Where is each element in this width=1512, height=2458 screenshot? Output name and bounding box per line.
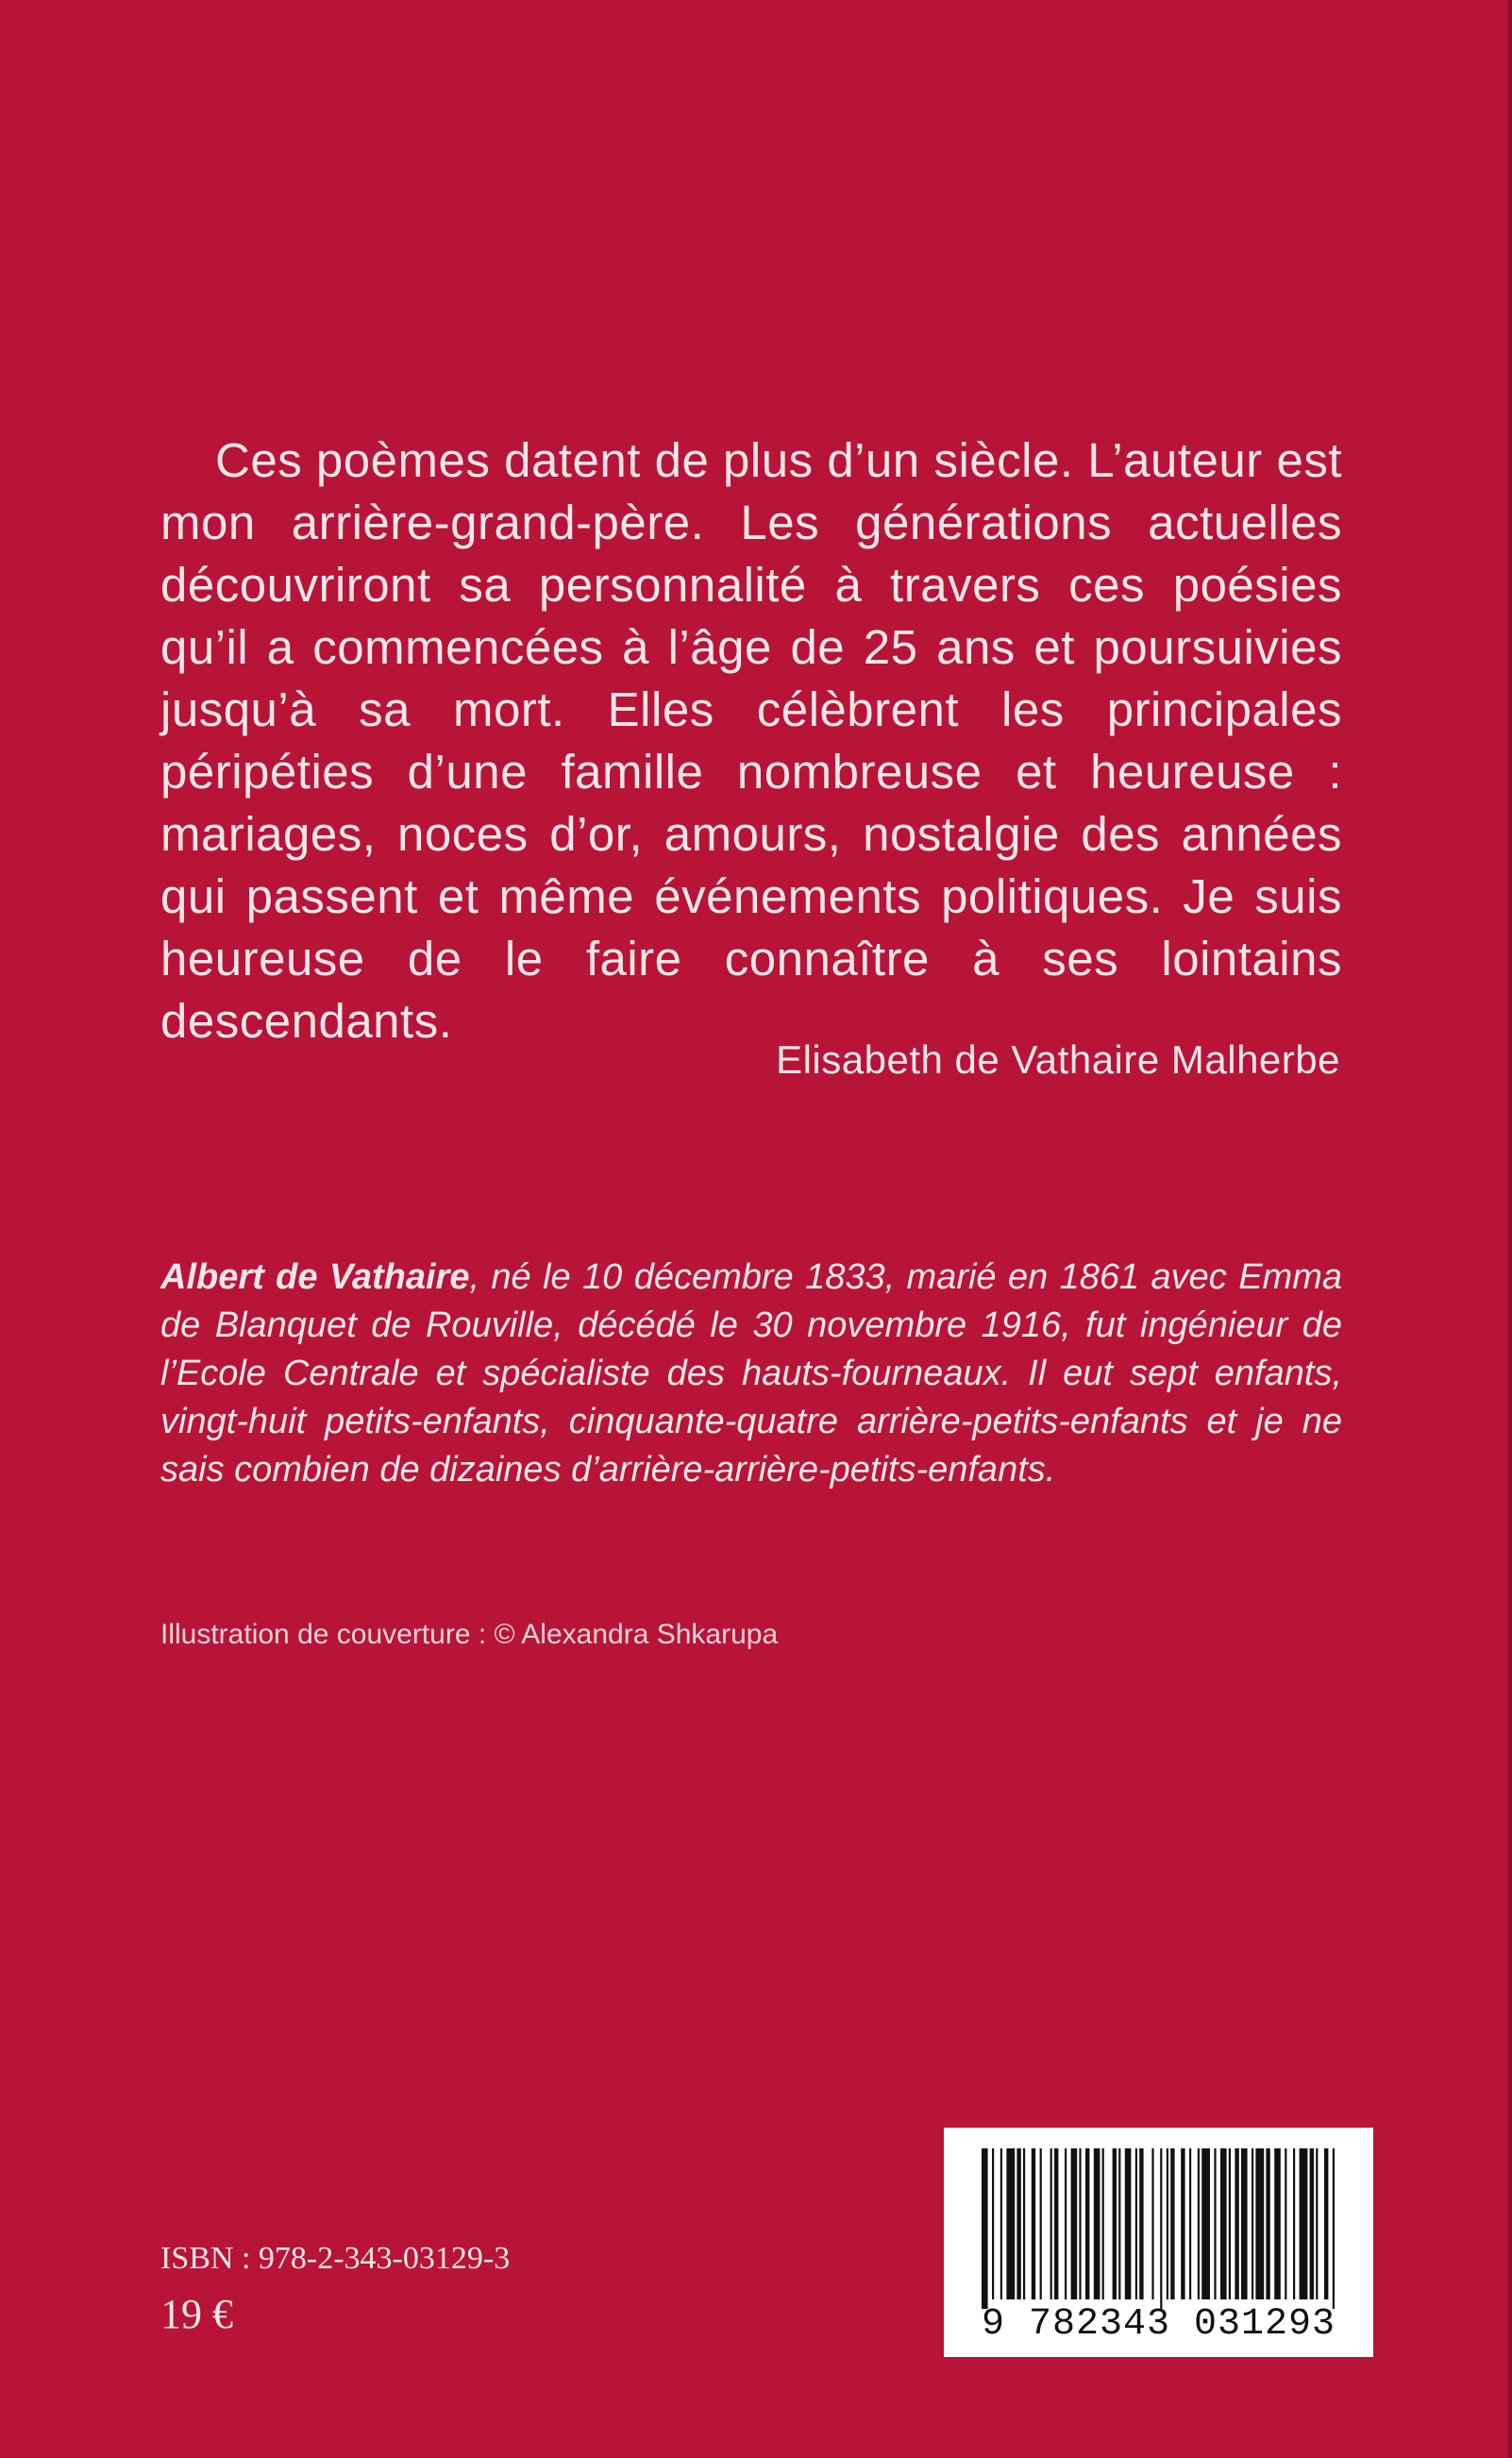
barcode-bar — [1220, 2148, 1227, 2299]
barcode-bar — [1293, 2148, 1295, 2299]
blurb-signature: Elisabeth de Vathaire Malherbe — [776, 1037, 1340, 1082]
barcode-bar — [1016, 2148, 1020, 2299]
barcode-bar — [1085, 2148, 1089, 2299]
barcode-bar — [1214, 2148, 1216, 2299]
barcode-bar — [1054, 2148, 1058, 2299]
barcode-bar — [1135, 2148, 1137, 2299]
barcode-bar — [1118, 2148, 1120, 2299]
barcode-bar — [1071, 2148, 1078, 2299]
barcode-bar — [1300, 2148, 1308, 2299]
barcode-bar — [1181, 2148, 1184, 2299]
barcode-bar — [1125, 2148, 1132, 2299]
barcode-bar — [992, 2148, 994, 2299]
barcode-bar — [1170, 2148, 1174, 2299]
barcode-bar — [1285, 2148, 1286, 2299]
barcode-bar — [1235, 2148, 1238, 2299]
barcode-bar — [1079, 2148, 1081, 2299]
barcode-bar — [1139, 2148, 1143, 2299]
price: 19 € — [160, 2291, 233, 2337]
barcode-bar — [982, 2148, 988, 2309]
barcode-bar — [1023, 2148, 1025, 2299]
barcode-bar — [1310, 2148, 1314, 2299]
barcode-bar — [1255, 2148, 1264, 2299]
barcode-number: 9 782343 031293 — [981, 2303, 1336, 2346]
barcode-bar — [1160, 2148, 1162, 2309]
barcode-bar — [1102, 2148, 1104, 2299]
barcode-bar — [1000, 2148, 1002, 2299]
barcode-bar — [1324, 2148, 1328, 2299]
barcode-bar — [1113, 2148, 1117, 2299]
barcode — [944, 2128, 1373, 2357]
barcode-bar — [1241, 2148, 1248, 2299]
barcode-bar — [1198, 2148, 1200, 2299]
isbn: ISBN : 978-2-343-03129-3 — [160, 2241, 511, 2276]
barcode-bar — [1167, 2148, 1168, 2299]
illustration-credit: Illustration de couverture : © Alexandra Shkarupa — [160, 1619, 779, 1650]
barcode-bar — [1252, 2148, 1253, 2299]
barcode-bar — [1201, 2148, 1210, 2299]
barcode-bar — [1333, 2148, 1335, 2309]
author-bio-text: , né le 10 décembre 1833, marié en 1861 avec Emma de Blanquet de Rouville, décédé le 30 novembre 1916, fut ingénieur de l’Ecole Centrale et spécialiste des hauts-fourneaux. Il eut sept enfants, vingt-huit petits-enfants, cinquante-quatre arrière-petits-enfants et je ne sais combien de dizaines d’arrière-arrière-petits-enfants. — [160, 1257, 1342, 1490]
barcode-bar — [1065, 2148, 1067, 2299]
barcode-bar — [1050, 2148, 1052, 2299]
barcode-bar — [1040, 2148, 1042, 2299]
author-name: Albert de Vathaire — [160, 1257, 470, 1297]
barcode-bar — [1032, 2148, 1035, 2299]
barcode-bar — [1229, 2148, 1231, 2299]
author-bio — [160, 1254, 1342, 1494]
barcode-bar — [1006, 2148, 1015, 2299]
blurb-paragraph: Ces poèmes datent de plus d’un siècle. L’auteur est mon arrière-grand-père. Les générations actuelles découvriront sa personnalité à travers ces poésies qu’il a commencées à l’âge de 25 ans et poursuivies jusqu’à sa mort. Elles célèbrent les principales péripéties d’une famille nombreuse et heureuse : mariages, noces d’or, amours, nostalgie des années qui passent et même événements politiques. Je suis heureuse de le faire connaître à ses lointains descendants. — [160, 433, 1342, 1048]
barcode-bar — [1189, 2148, 1191, 2299]
barcode-bar — [1316, 2148, 1318, 2299]
barcode-bar — [1094, 2148, 1100, 2299]
barcode-bar — [1274, 2148, 1281, 2299]
barcode-bar — [1151, 2148, 1153, 2299]
barcode-bar — [1266, 2148, 1269, 2299]
